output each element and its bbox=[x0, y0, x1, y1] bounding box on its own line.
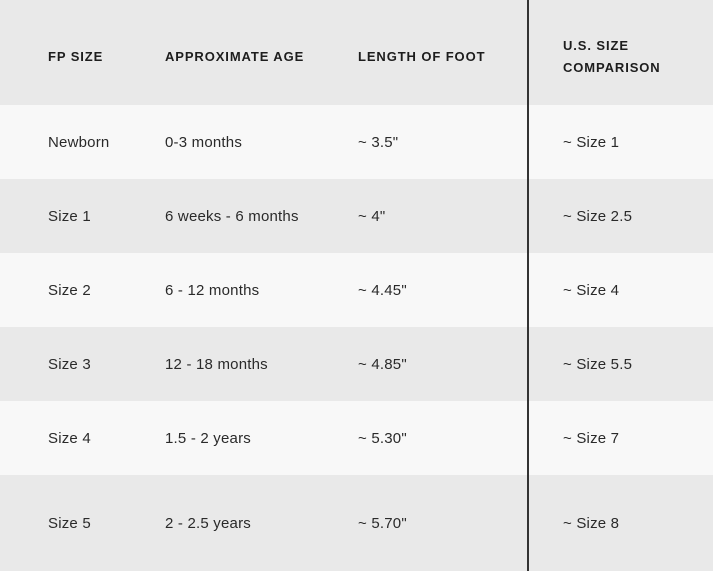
table-row-size-1 bbox=[0, 179, 713, 253]
table-row-size-3 bbox=[0, 327, 713, 401]
cell-fp-size: Size 5 bbox=[48, 514, 91, 532]
table-row-size-4 bbox=[0, 401, 713, 475]
cell-us-size: ~ Size 8 bbox=[563, 514, 620, 532]
cell-length-of-foot: ~ 5.30" bbox=[358, 429, 407, 447]
cell-us-size: ~ Size 7 bbox=[563, 429, 620, 447]
column-header-length-of-foot: LENGTH OF FOOT bbox=[358, 48, 486, 64]
cell-length-of-foot: ~ 3.5" bbox=[358, 133, 399, 151]
column-header-approximate-age: APPROXIMATE AGE bbox=[165, 48, 305, 64]
column-header-us-size-comparison: U.S. SIZE COMPARISON bbox=[563, 37, 661, 75]
cell-approximate-age: 6 - 12 months bbox=[165, 281, 260, 299]
cell-us-size: ~ Size 5.5 bbox=[563, 355, 633, 373]
cell-length-of-foot: ~ 4.45" bbox=[358, 281, 407, 299]
table-row-size-2 bbox=[0, 253, 713, 327]
cell-length-of-foot: ~ 5.70" bbox=[358, 514, 407, 532]
cell-length-of-foot: ~ 4" bbox=[358, 207, 386, 225]
cell-approximate-age: 1.5 - 2 years bbox=[165, 429, 251, 447]
cell-us-size: ~ Size 2.5 bbox=[563, 207, 633, 225]
cell-approximate-age: 0-3 months bbox=[165, 133, 243, 151]
cell-us-size: ~ Size 1 bbox=[563, 133, 620, 151]
cell-fp-size: Newborn bbox=[48, 133, 110, 151]
table-row-size-5 bbox=[0, 475, 713, 571]
table-row-newborn bbox=[0, 105, 713, 179]
cell-fp-size: Size 3 bbox=[48, 355, 91, 373]
column-divider-line bbox=[527, 0, 529, 571]
table-header-row bbox=[0, 0, 713, 105]
cell-fp-size: Size 2 bbox=[48, 281, 91, 299]
cell-approximate-age: 6 weeks - 6 months bbox=[165, 207, 299, 225]
cell-length-of-foot: ~ 4.85" bbox=[358, 355, 407, 373]
cell-us-size: ~ Size 4 bbox=[563, 281, 620, 299]
column-header-fp-size: FP SIZE bbox=[48, 48, 104, 64]
cell-approximate-age: 2 - 2.5 years bbox=[165, 514, 251, 532]
cell-fp-size: Size 4 bbox=[48, 429, 91, 447]
cell-fp-size: Size 1 bbox=[48, 207, 91, 225]
cell-approximate-age: 12 - 18 months bbox=[165, 355, 268, 373]
